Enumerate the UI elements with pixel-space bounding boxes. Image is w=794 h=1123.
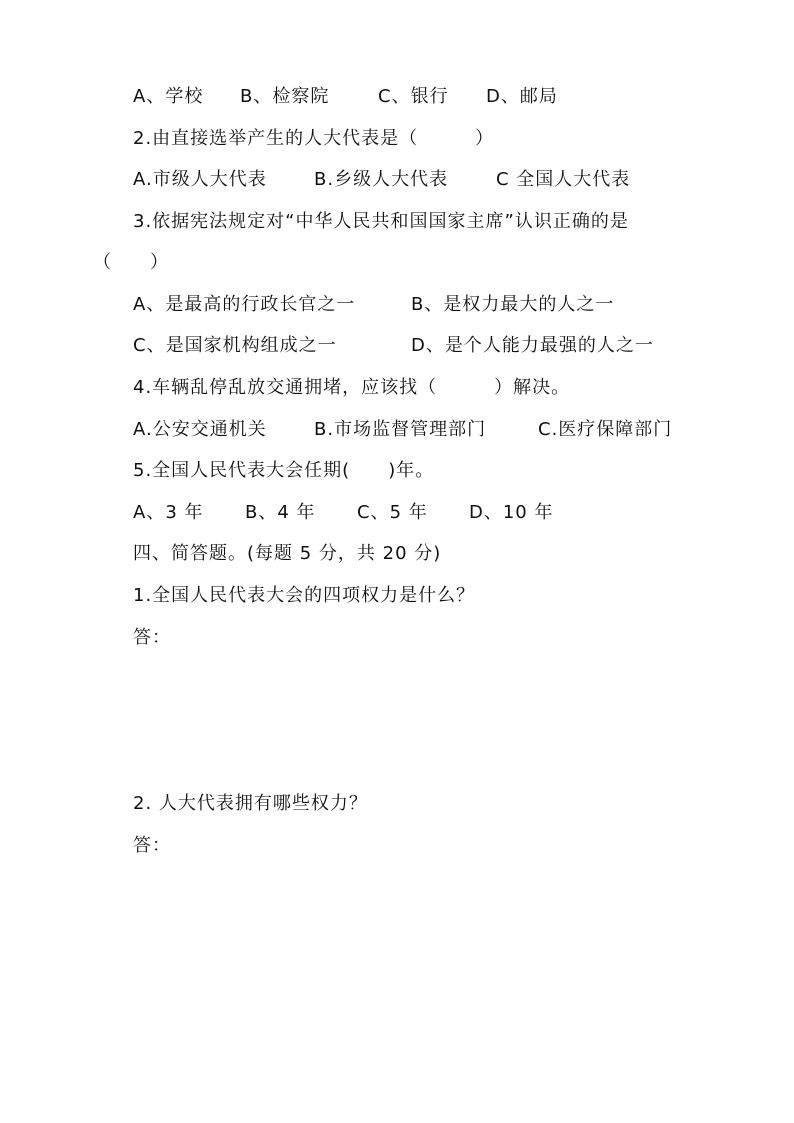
- q1-option-d: D、邮局: [486, 86, 558, 107]
- short-answer-q2-label: 答：: [133, 835, 171, 856]
- q3-stem: 3.依据宪法规定对“中华人民共和国国家主席”认识正确的是: [133, 211, 629, 232]
- q4-stem: 4.车辆乱停乱放交通拥堵，应该找（ ）解决。: [133, 377, 571, 398]
- q3-option-d: D、是个人能力最强的人之一: [411, 335, 654, 356]
- q4-option-c: C.医疗保障部门: [538, 419, 673, 440]
- q1-option-a: A、学校: [133, 86, 204, 107]
- q3-option-a: A、是最高的行政长官之一: [133, 294, 356, 315]
- q3-stem-continued: （ ）: [93, 252, 169, 273]
- q2-option-a: A.市级人大代表: [133, 169, 267, 190]
- short-answer-q2: 2. 人大代表拥有哪些权力？: [133, 793, 368, 814]
- q4-option-b: B.市场监督管理部门: [314, 419, 487, 440]
- q3-option-b: B、是权力最大的人之一: [411, 294, 615, 315]
- q5-option-a: A、3 年: [133, 502, 204, 523]
- q5-option-c: C、5 年: [357, 502, 428, 523]
- q3-option-c: C、是国家机构组成之一: [133, 335, 337, 356]
- q2-option-c: C 全国人大代表: [496, 169, 631, 190]
- q2-stem: 2.由直接选举产生的人大代表是（ ）: [133, 128, 495, 149]
- q5-stem: 5.全国人民代表大会任期( )年。: [133, 460, 435, 481]
- q1-option-c: C、银行: [378, 86, 449, 107]
- q2-option-b: B.乡级人大代表: [314, 169, 449, 190]
- q5-option-d: D、10 年: [469, 502, 554, 523]
- short-answer-q1: 1.全国人民代表大会的四项权力是什么？: [133, 585, 476, 606]
- short-answer-q1-label: 答：: [133, 627, 171, 648]
- q5-option-b: B、4 年: [245, 502, 316, 523]
- q4-option-a: A.公安交通机关: [133, 419, 267, 440]
- section-heading: 四、简答题。(每题 5 分，共 20 分): [133, 543, 442, 564]
- q1-option-b: B、检察院: [240, 86, 330, 107]
